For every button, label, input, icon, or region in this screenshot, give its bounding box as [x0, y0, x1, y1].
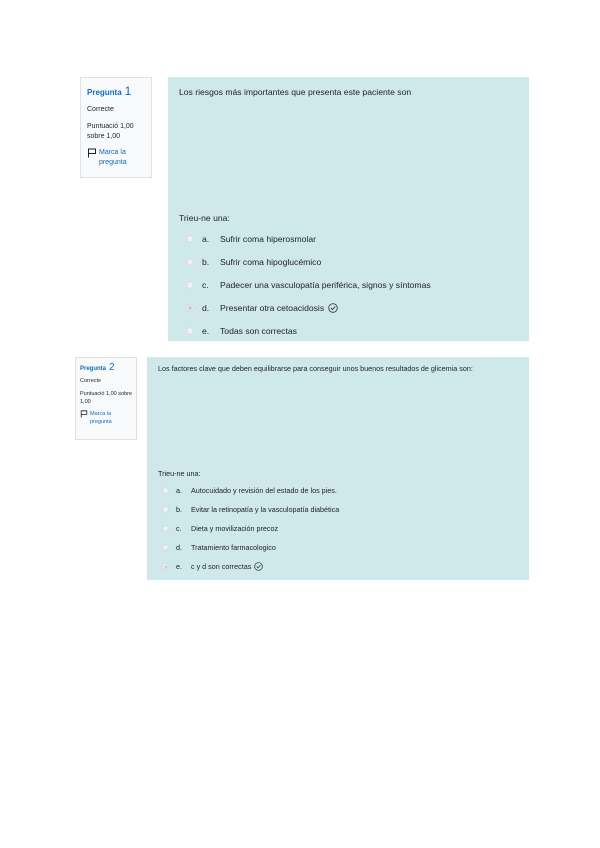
choose-one-label: Trieu-ne una: — [179, 213, 230, 223]
question-info-panel — [75, 357, 137, 440]
question-state: Correcte — [87, 106, 114, 113]
answer-radio[interactable] — [162, 506, 169, 513]
answer-radio[interactable] — [186, 258, 194, 266]
answer-letter: d. — [176, 543, 182, 552]
answer-option-a[interactable] — [186, 234, 316, 244]
answer-option-b[interactable] — [162, 505, 339, 514]
answer-letter: a. — [202, 234, 210, 244]
question-prompt: Los riesgos más importantes que presenta este paciente son — [179, 87, 412, 97]
choose-one-label: Trieu-ne una: — [158, 469, 201, 478]
answer-radio[interactable] — [186, 235, 194, 243]
answer-text: Autocuidado y revisión del estado de los pies. — [191, 486, 337, 495]
question-grade: Puntuació 1,00 sobre 1,00 — [87, 123, 134, 140]
question-label-text: Pregunta — [87, 88, 122, 97]
question-label — [80, 362, 132, 373]
answer-letter: d. — [202, 303, 210, 313]
answer-text: Sufrir coma hiperosmolar — [220, 234, 316, 244]
answer-radio[interactable] — [162, 487, 169, 494]
correct-check-icon — [254, 562, 263, 571]
answer-radio[interactable] — [162, 544, 169, 551]
answer-letter: c. — [176, 524, 182, 533]
answer-option-c[interactable] — [162, 524, 278, 533]
answer-text: Sufrir coma hipoglucémico — [220, 257, 322, 267]
answer-option-e[interactable] — [162, 562, 263, 571]
question-content — [147, 357, 529, 580]
question-prompt: Los factores clave que deben equilibrarse para conseguir unos buenos resultados de glicemia son: — [158, 364, 473, 373]
question-number: 2 — [109, 362, 115, 373]
answer-letter: a. — [176, 486, 182, 495]
answer-text: Padecer una vasculopatía periférica, signos y síntomas — [220, 280, 431, 290]
answer-text: c y d son correctas — [191, 562, 252, 571]
answer-option-c[interactable] — [186, 280, 431, 290]
answer-text: Presentar otra cetoacidosis — [220, 303, 325, 313]
answer-radio-selected[interactable] — [162, 563, 169, 570]
flag-question-link[interactable] — [87, 148, 145, 168]
flag-question-link[interactable] — [80, 410, 132, 426]
answer-option-a[interactable] — [162, 486, 337, 495]
answer-option-d[interactable] — [162, 543, 276, 552]
answer-letter: b. — [176, 505, 182, 514]
question-label — [87, 84, 145, 98]
flag-question-label: Marca la pregunta — [90, 411, 112, 425]
flag-icon — [87, 148, 97, 158]
answer-radio-selected[interactable] — [186, 304, 194, 312]
question-label-text: Pregunta — [80, 366, 107, 372]
answer-radio[interactable] — [186, 281, 194, 289]
answer-option-e[interactable] — [186, 326, 297, 336]
flag-icon — [80, 410, 88, 418]
answer-option-b[interactable] — [186, 257, 321, 267]
question-number: 1 — [124, 84, 132, 98]
flag-question-label: Marca la pregunta — [99, 149, 127, 166]
answer-radio[interactable] — [186, 327, 194, 335]
question-content — [168, 77, 529, 341]
question-grade: Puntuació 1,00 sobre 1,00 — [80, 391, 132, 405]
answer-text: Todas son correctas — [220, 326, 297, 336]
answer-letter: e. — [202, 326, 210, 336]
correct-check-icon — [328, 303, 338, 313]
answer-letter: b. — [202, 257, 210, 267]
answer-text: Dieta y movilización precoz — [191, 524, 279, 533]
answer-radio[interactable] — [162, 525, 169, 532]
question-info-panel — [80, 77, 152, 178]
answer-text: Evitar la retinopatía y la vasculopatía diabética — [191, 505, 340, 514]
answer-letter: e. — [176, 562, 182, 571]
answer-text: Tratamiento farmacologico — [191, 543, 276, 552]
answer-letter: c. — [202, 280, 209, 290]
answer-option-d[interactable] — [186, 303, 338, 313]
question-state: Correcte — [80, 378, 102, 384]
